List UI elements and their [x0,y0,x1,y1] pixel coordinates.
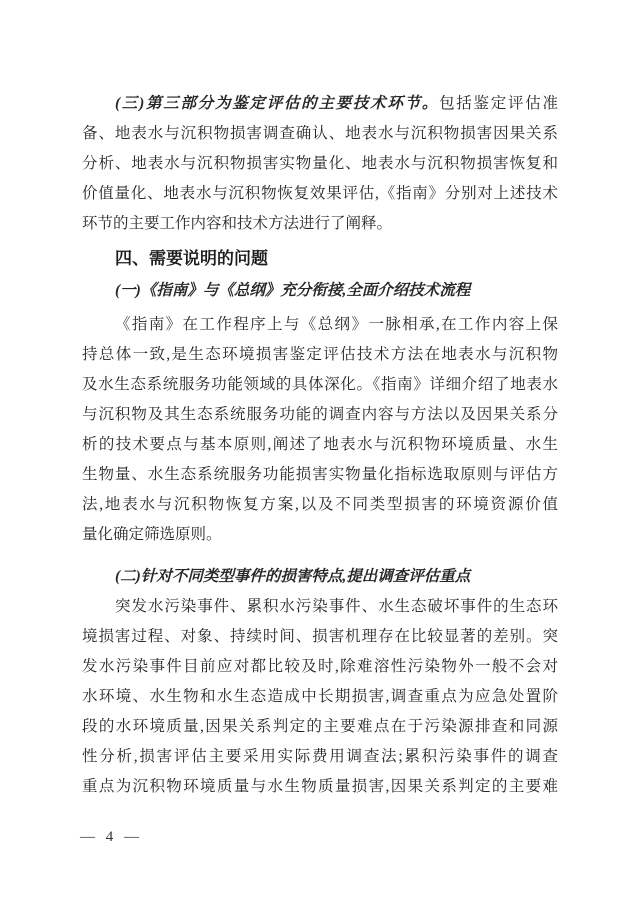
page-body-text [82,89,558,802]
section-heading-4: 四、需要说明的问题 [115,249,268,268]
text-line: 及水生态系统服务功能领域的具体深化。《指南》详细介绍了地表水 [82,376,558,393]
paragraph-event-types [82,592,558,802]
text-line: 环节的主要工作内容和技术方法进行了阐释。 [82,215,393,232]
text-line: 法,地表水与沉积物恢复方案,以及不同类型损害的环境资源价值 [82,496,558,513]
text-line: 发水污染事件目前应对都比较及时,除难溶性污染物外一般不会对 [82,658,558,675]
text-line: 量化确定筛选原则。 [82,526,222,543]
text-line: 段的水环境质量,因果关系判定的主要难点在于污染源排查和同源 [82,718,558,735]
text-line: 价值量化、地表水与沉积物恢复效果评估,《指南》分别对上述技术 [82,185,558,202]
text-line: 备、地表水与沉积物损害调查确认、地表水与沉积物损害因果关系 [82,125,558,142]
text-line: 性分析,损害评估主要采用实际费用调查法;累积污染事件的调查 [82,748,558,765]
paragraph-guideline-relation [82,310,558,550]
text-line: 水环境、水生物和水生态造成中长期损害,调查重点为应急处置阶 [82,688,558,705]
body-text: 包括鉴定评估准 [439,95,558,112]
sub-heading-1: (一)《指南》与《总纲》充分衔接,全面介绍技术流程 [115,282,471,299]
text-line [82,89,558,119]
text-line: 生物量、水生态系统服务功能损害实物量化指标选取原则与评估方 [82,466,558,483]
text-line: 突发水污染事件、累积水污染事件、水生态破坏事件的生态环 [115,598,558,615]
text-line: 重点为沉积物环境质量与水生物质量损害,因果关系判定的主要难 [82,778,558,795]
page-number: — 4 — [80,829,139,845]
bold-lead-sentence: (三)第三部分为鉴定评估的主要技术环节。 [115,95,440,112]
sub-heading-2: (二)针对不同类型事件的损害特点,提出调查评估重点 [115,568,471,585]
text-line: 与沉积物及其生态系统服务功能的调查内容与方法以及因果关系分 [82,406,558,423]
text-line: 析的技术要点与基本原则,阐述了地表水与沉积物环境质量、水生 [82,436,558,453]
text-line: 境损害过程、对象、持续时间、损害机理存在比较显著的差别。突 [82,628,558,645]
paragraph-section3 [82,89,558,239]
text-line: 持总体一致,是生态环境损害鉴定评估技术方法在地表水与沉积物 [82,346,558,363]
text-line: 《指南》在工作程序上与《总纲》一脉相承,在工作内容上保 [115,316,558,333]
text-line: 分析、地表水与沉积物损害实物量化、地表水与沉积物损害恢复和 [82,155,558,172]
